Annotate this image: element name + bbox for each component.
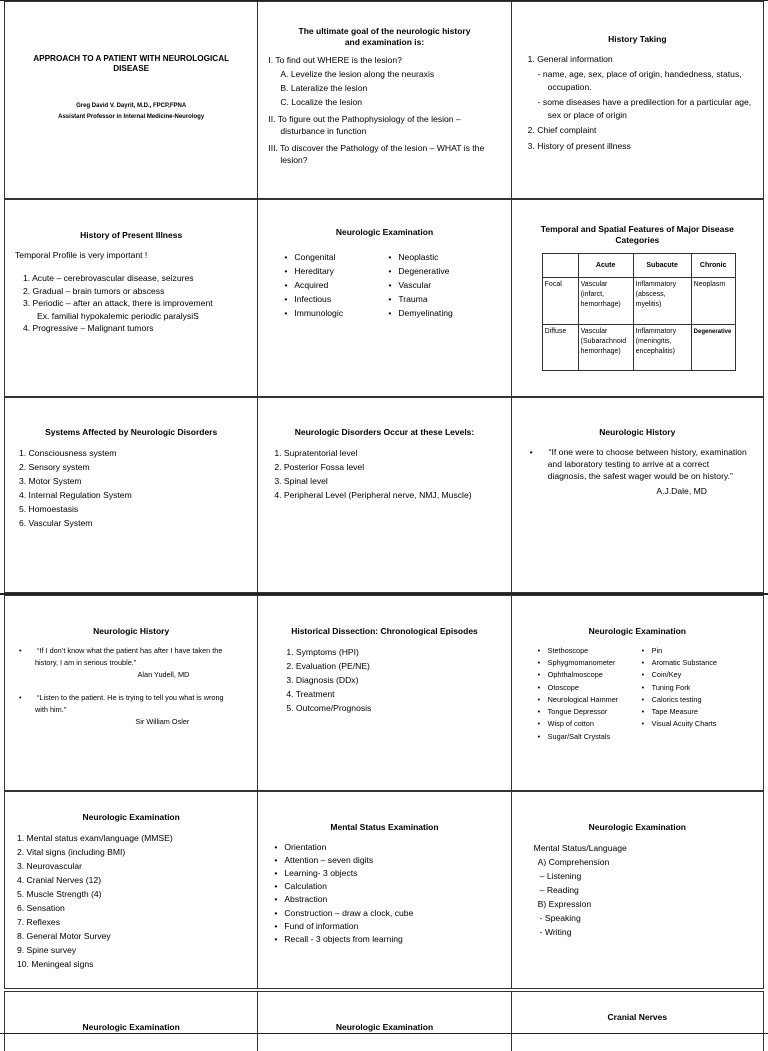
quote-attribution: Sir William Osler	[135, 717, 190, 727]
slide-title: The ultimate goal of the neurologic history and examination is:	[298, 26, 471, 47]
author-position: Assistant Professor in Internal Medicine-Neurology	[58, 113, 205, 120]
episode-item: 5. Outcome/Prognosis	[286, 702, 372, 713]
bullet-icon	[27, 693, 37, 702]
slide-row-5	[4, 791, 764, 989]
tool-column-1	[538, 645, 642, 743]
slide-historical-dissection	[257, 596, 510, 790]
exam-item: 1. Mental status exam/language (MMSE)	[17, 832, 173, 843]
slide-title-page	[4, 2, 257, 198]
table-cell: Inflammatory (abscess, myelitis)	[633, 278, 691, 325]
slide-title: Neurologic Examination	[588, 626, 686, 636]
slide-title: Neurologic Examination	[588, 822, 686, 832]
tool-item: • Pin	[642, 645, 717, 657]
level-item: 1. Supratentorial level	[274, 447, 358, 458]
bullet-icon	[27, 646, 37, 655]
goal-line: C. Localize the lesion	[280, 97, 363, 108]
slide-mental-status	[257, 792, 510, 988]
level-item: 4. Peripheral Level (Peripheral nerve, NMJ, Muscle)	[274, 489, 472, 500]
exam-item: 2. Vital signs (including BMI)	[17, 846, 126, 857]
mental-item: • Construction – draw a clock, cube	[274, 907, 500, 920]
exam-item: 6. Sensation	[17, 902, 65, 913]
slide-neuro-exam-categories	[257, 200, 510, 396]
hpi-line: 3. Periodic – after an attack, there is improvement	[23, 298, 213, 309]
mental-item: • Attention – seven digits	[274, 854, 500, 867]
episode-item: 1. Symptoms (HPI)	[286, 646, 359, 657]
tool-item: • Tape Measure	[642, 706, 717, 718]
slide-history-present-illness	[4, 200, 257, 396]
exam-item: 10. Meningeal signs	[17, 958, 94, 969]
bullet-icon	[539, 447, 549, 457]
system-item: 6. Vascular System	[19, 517, 93, 528]
history-line: 2. Chief complaint	[527, 125, 597, 136]
table-header: Subacute	[633, 254, 691, 278]
language-item: A) Comprehension	[537, 856, 610, 867]
intro-text: Mental Status/Language	[533, 842, 627, 853]
tool-item: • Otoscope	[538, 682, 642, 694]
table-header: Chronic	[691, 254, 735, 278]
slide-systems-affected	[4, 398, 257, 592]
slide-cranial-nerves	[511, 992, 764, 1051]
table-cell: Vascular (infarct, hemorrhage)	[578, 278, 633, 325]
system-item: 3. Motor System	[19, 475, 82, 486]
category-item: • Immunologic	[284, 306, 388, 320]
system-item: 2. Sensory system	[19, 461, 90, 472]
category-item: • Acquired	[284, 278, 388, 292]
tool-item: • Sphygmomanometer	[538, 657, 642, 669]
slide-temporal-spatial	[511, 200, 764, 396]
tool-item: • Tuning Fork	[642, 682, 717, 694]
exam-item: 7. Reflexes	[17, 916, 60, 927]
slide-title: Mental Status Examination	[330, 822, 439, 832]
slide-neuro-exam-tools	[511, 596, 764, 790]
goal-line: A. Levelize the lesion along the neuraxis	[280, 69, 435, 80]
tool-item: • Stethoscope	[538, 645, 642, 657]
mental-item: • Fund of information	[274, 920, 500, 933]
exam-item: 3. Neurovascular	[17, 860, 82, 871]
category-item: • Infectious	[284, 292, 388, 306]
category-item: • Demyelinating	[388, 306, 452, 320]
slide-title: Neurologic Examination	[82, 1022, 180, 1032]
hpi-line: Ex. familial hypokalemic periodic paralysiS	[37, 310, 199, 321]
slide-title: Neurologic Disorders Occur at these Levels:	[294, 427, 475, 437]
category-item: • Trauma	[388, 292, 452, 306]
slide-row-1	[4, 1, 764, 199]
slide-title: Neurologic History	[599, 427, 676, 437]
slide-neuro-exam-cut	[4, 992, 257, 1051]
goal-line: I. To find out WHERE is the lesion?	[268, 55, 402, 66]
language-item: B) Expression	[537, 898, 592, 909]
tool-item: • Ophthalmoscope	[538, 669, 642, 681]
category-item: • Neoplastic	[388, 250, 452, 264]
category-item: • Hereditary	[284, 264, 388, 278]
disease-table	[542, 253, 736, 371]
system-item: 1. Consciousness system	[19, 447, 117, 458]
exam-item: 5. Muscle Strength (4)	[17, 888, 102, 899]
table-cell: Degenerative	[691, 325, 735, 371]
exam-item: 8. General Motor Survey	[17, 930, 111, 941]
history-line: - name, age, sex, place of origin, handedness, status, occupation.	[537, 69, 742, 92]
hpi-line: 1. Acute – cerebrovascular disease, seizures	[23, 273, 194, 284]
slide-disorder-levels	[257, 398, 510, 592]
category-item: • Vascular	[388, 278, 452, 292]
table-cell: Inflammatory (meningitis, encephalitis)	[633, 325, 691, 371]
language-item: - Writing	[539, 926, 572, 937]
mental-item: • Orientation	[274, 841, 500, 854]
table-row	[542, 278, 735, 325]
level-item: 2. Posterior Fossa level	[274, 461, 365, 472]
author-name: Greg David V. Dayrit, M.D., FPCP,FPNA	[76, 102, 187, 109]
system-item: 5. Homoestasis	[19, 503, 79, 514]
tool-item: • Wisp of cotton	[538, 718, 642, 730]
slide-title: History Taking	[608, 34, 667, 44]
tool-column-2	[642, 645, 717, 743]
table-header	[542, 254, 578, 278]
slide-row-2	[4, 199, 764, 397]
table-cell: Focal	[542, 278, 578, 325]
history-line: - some diseases have a predilection for a particular age, sex or place of origin	[537, 97, 752, 120]
goal-line: III. To discover the Pathology of the lesion – WHAT is the lesion?	[268, 143, 485, 166]
quote-attribution: Alan Yudell, MD	[137, 670, 190, 680]
handout-page-2	[0, 594, 768, 1034]
quote-text: “If I don’t know what the patient has after I have taken the history, I am in serious trouble.”	[35, 645, 223, 667]
slide-neuro-exam-cut	[257, 992, 510, 1051]
slide-title: Temporal and Spatial Features of Major Disease Categories	[540, 224, 734, 245]
main-title: APPROACH TO A PATIENT WITH NEUROLOGICAL DISEASE	[33, 54, 230, 74]
tool-item: • Coin/Key	[642, 669, 717, 681]
episode-item: 4. Treatment	[286, 688, 335, 699]
tool-item: • Aromatic Substance	[642, 657, 717, 669]
mental-item: • Recall - 3 objects from learning	[274, 933, 500, 946]
history-line: 3. History of present illness	[527, 140, 631, 151]
exam-item: 4. Cranial Nerves (12)	[17, 874, 102, 885]
tool-item: • Visual Acuity Charts	[642, 718, 717, 730]
category-item: • Congenital	[284, 250, 388, 264]
exam-item: 9. Spine survey	[17, 944, 77, 955]
tool-item: • Tongue Depressor	[538, 706, 642, 718]
slide-title: Neurologic Examination	[335, 1022, 434, 1032]
level-item: 3. Spinal level	[274, 475, 328, 486]
language-item: – Listening	[539, 870, 582, 881]
slide-neuro-history-1	[511, 398, 764, 592]
table-cell: Vascular (Subarachnoid hemorrhage)	[578, 325, 633, 371]
category-column-2	[388, 250, 452, 320]
category-item: • Degenerative	[388, 264, 452, 278]
intro-text: Temporal Profile is very important !	[15, 249, 148, 260]
quote-attribution: A.J.Dale, MD	[656, 485, 707, 496]
tool-item: • Sugar/Salt Crystals	[538, 731, 642, 743]
mental-item: • Calculation	[274, 880, 500, 893]
slide-ultimate-goal	[257, 2, 510, 198]
table-row	[542, 325, 735, 371]
quote-text: “Listen to the patient. He is trying to tell you what is wrong with him.”	[35, 692, 224, 714]
slide-row-6	[4, 991, 764, 1051]
table-header: Acute	[578, 254, 633, 278]
slide-title: Neurologic Examination	[335, 227, 434, 237]
slide-mental-language	[511, 792, 764, 988]
slide-neuro-history-2	[4, 596, 257, 790]
slide-row-4	[4, 595, 764, 791]
table-header-row	[542, 254, 735, 278]
slide-title: Systems Affected by Neurologic Disorders	[45, 427, 218, 437]
slide-row-3	[4, 397, 764, 593]
slide-history-taking	[511, 2, 764, 198]
language-item: – Reading	[539, 884, 579, 895]
hpi-line: 4. Progressive – Malignant tumors	[23, 323, 154, 334]
slide-neuro-exam-list	[4, 792, 257, 988]
slide-title: Neurologic History	[93, 626, 170, 636]
slide-title: History of Present Illness	[80, 230, 183, 240]
table-cell: Neoplasm	[691, 278, 735, 325]
mental-item: • Learning- 3 objects	[274, 867, 500, 880]
episode-item: 3. Diagnosis (DDx)	[286, 674, 359, 685]
goal-line: II. To figure out the Pathophysiology of the lesion – disturbance in function	[268, 114, 461, 137]
system-item: 4. Internal Regulation System	[19, 489, 132, 500]
tool-item: • Neurological Hammer	[538, 694, 642, 706]
slide-title: Cranial Nerves	[607, 1012, 668, 1022]
mental-item: • Abstraction	[274, 893, 500, 906]
tool-item: • Calorics testing	[642, 694, 717, 706]
slide-title: Neurologic Examination	[82, 812, 180, 822]
hpi-line: 2. Gradual – brain tumors or abscess	[23, 285, 165, 296]
language-item: - Speaking	[539, 912, 581, 923]
history-line: 1. General information	[527, 53, 613, 64]
category-column-1	[284, 250, 388, 320]
goal-line: B. Lateralize the lesion	[280, 83, 368, 94]
episode-item: 2. Evaluation (PE/NE)	[286, 660, 370, 671]
quote-text: “If one were to choose between history, examination and laboratory testing to arrive at a correct diagnosis, the safest wager would be on history.”	[547, 446, 747, 481]
table-cell: Diffuse	[542, 325, 578, 371]
slide-title: Historical Dissection: Chronological Episodes	[291, 626, 478, 636]
